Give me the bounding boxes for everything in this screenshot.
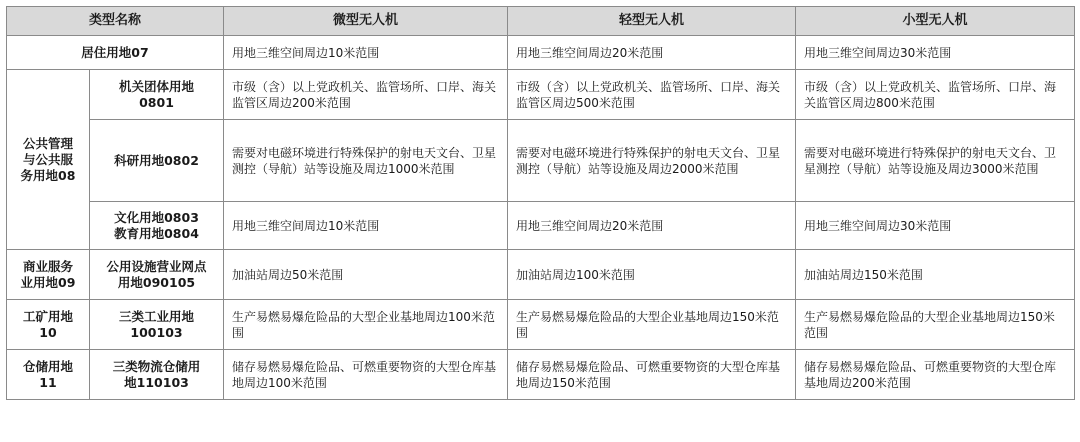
- cell-small: 需要对电磁环境进行特殊保护的射电天文台、卫星测控（导航）站等设施及周边3000米范围: [796, 120, 1075, 202]
- subcategory-line: 机关团体用地: [119, 78, 195, 94]
- category-line: 与公共服: [22, 151, 73, 167]
- table-row: [7, 36, 1075, 70]
- restriction-table-container: [6, 6, 1074, 437]
- cell-micro: 需要对电磁环境进行特殊保护的射电天文台、卫星测控（导航）站等设施及周边1000米范围: [224, 120, 508, 202]
- subcategory-line: 地110103: [124, 374, 189, 390]
- cell-light: 需要对电磁环境进行特殊保护的射电天文台、卫星测控（导航）站等设施及周边2000米范围: [508, 120, 796, 202]
- category-line: 业用地09: [20, 274, 76, 290]
- cell-small: 市级（含）以上党政机关、监管场所、口岸、海关监管区周边800米范围: [796, 70, 1075, 120]
- category-line: 10: [39, 324, 57, 340]
- header-category: 类型名称: [7, 7, 224, 36]
- cell-light: 市级（含）以上党政机关、监管场所、口岸、海关监管区周边500米范围: [508, 70, 796, 120]
- category-line: 商业服务: [22, 258, 73, 274]
- header-micro-drone: 微型无人机: [224, 7, 508, 36]
- cell-light: 生产易燃易爆危险品的大型企业基地周边150米范围: [508, 300, 796, 350]
- table-row: [7, 350, 1075, 400]
- cell-small: 用地三维空间周边30米范围: [796, 202, 1075, 250]
- category-line: 务用地08: [20, 167, 76, 183]
- cell-micro: 加油站周边50米范围: [224, 250, 508, 300]
- subcategory-class3-logistics: [90, 350, 224, 400]
- cell-micro: 市级（含）以上党政机关、监管场所、口岸、海关监管区周边200米范围: [224, 70, 508, 120]
- subcategory-line: 0801: [139, 94, 174, 110]
- cell-small: 用地三维空间周边30米范围: [796, 36, 1075, 70]
- table-header-row: [7, 7, 1075, 36]
- table-row: [7, 70, 1075, 120]
- category-line: 11: [39, 374, 57, 390]
- subcategory-line: 教育用地0804: [114, 225, 199, 241]
- category-line: 工矿用地: [22, 308, 73, 324]
- subcategory-research: [90, 120, 224, 202]
- subcategory-class3-industrial: [90, 300, 224, 350]
- subcategory-line: 三类工业用地: [119, 308, 195, 324]
- cell-light: 用地三维空间周边20米范围: [508, 36, 796, 70]
- subcategory-utility-outlet: [90, 250, 224, 300]
- subcategory-line: 三类物流仓储用: [112, 358, 201, 374]
- table-row: [7, 120, 1075, 202]
- cell-micro: 用地三维空间周边10米范围: [224, 202, 508, 250]
- subcategory-line: 用地090105: [117, 274, 196, 290]
- category-residential: 居住用地07: [7, 36, 224, 70]
- category-line: 公共管理: [22, 135, 73, 151]
- category-public-service: [7, 70, 90, 250]
- category-industrial: [7, 300, 90, 350]
- cell-micro: 生产易燃易爆危险品的大型企业基地周边100米范围: [224, 300, 508, 350]
- cell-light: 加油站周边100米范围: [508, 250, 796, 300]
- cell-small: 储存易燃易爆危险品、可燃重要物资的大型仓库基地周边200米范围: [796, 350, 1075, 400]
- subcategory-culture-education: [90, 202, 224, 250]
- table-row: [7, 202, 1075, 250]
- subcategory-line: 文化用地0803: [114, 209, 199, 225]
- header-small-drone: 小型无人机: [796, 7, 1075, 36]
- subcategory-line: 公用设施营业网点: [106, 258, 207, 274]
- category-storage: [7, 350, 90, 400]
- cell-micro: 储存易燃易爆危险品、可燃重要物资的大型仓库基地周边100米范围: [224, 350, 508, 400]
- subcategory-government: [90, 70, 224, 120]
- category-line: 仓储用地: [22, 358, 73, 374]
- subcategory-line: 100103: [130, 324, 183, 340]
- cell-micro: 用地三维空间周边10米范围: [224, 36, 508, 70]
- cell-light: 储存易燃易爆危险品、可燃重要物资的大型仓库基地周边150米范围: [508, 350, 796, 400]
- header-light-drone: 轻型无人机: [508, 7, 796, 36]
- cell-small: 生产易燃易爆危险品的大型企业基地周边150米范围: [796, 300, 1075, 350]
- subcategory-line: 科研用地0802: [114, 152, 199, 168]
- table-row: [7, 250, 1075, 300]
- cell-light: 用地三维空间周边20米范围: [508, 202, 796, 250]
- cell-small: 加油站周边150米范围: [796, 250, 1075, 300]
- category-commercial: [7, 250, 90, 300]
- drone-restriction-table: [6, 6, 1075, 400]
- table-row: [7, 300, 1075, 350]
